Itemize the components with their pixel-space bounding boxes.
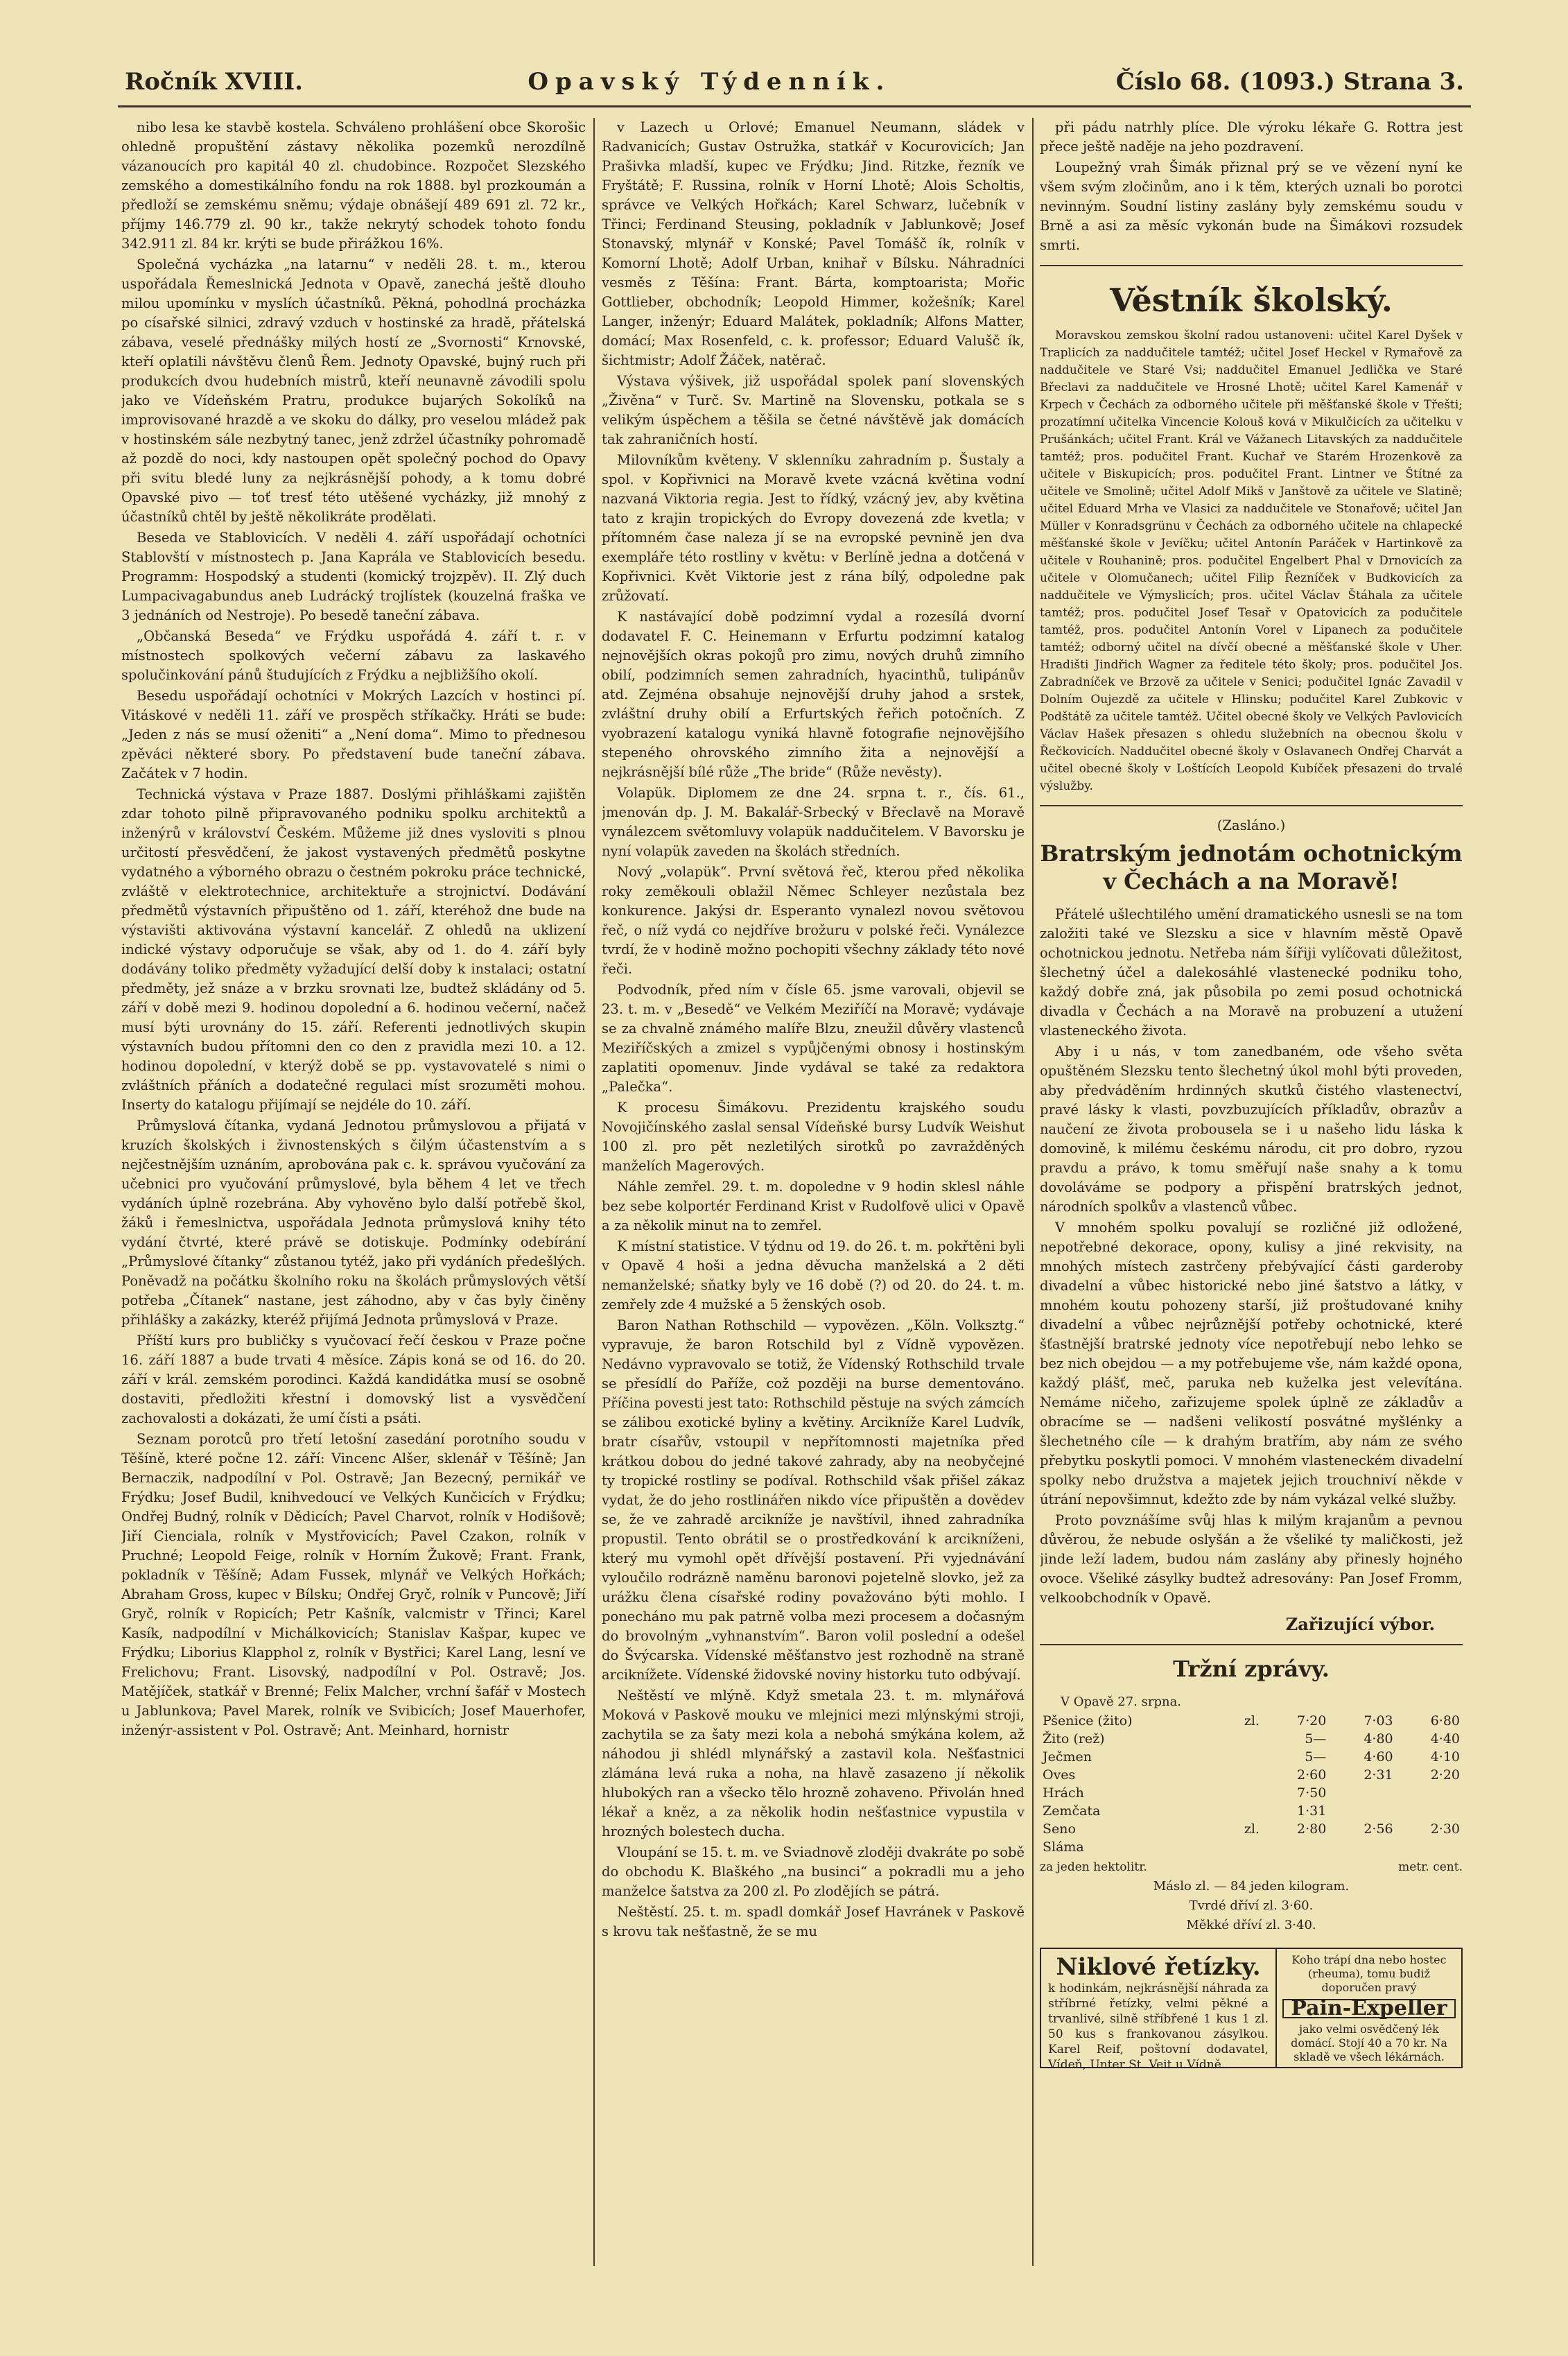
- paragraph: Průmyslová čítanka, vydaná Jednotou průmyslovou a přijatá v kruzích školských i živnostenských s čilým účastenstvím a s nejčestnějším uznáním, aprobována pak c. k. správou vyučování za učebnici pro vyučování průmyslové, byla během 4 let ve třech vydáních úplně rozebrána. Aby vyhověno bylo další potřebě škol, žáků i řemeslnictva, uspořádala Jednota průmyslová knihy této vydání čtvrté, které právě se dotiskuje. Podmínky odebírání „Průmyslové čítanky“ zůstanou tytéž, jako při vydáních předešlých. Poněvadž na počátku školního roku na školách průmyslových větší potřeba „Čítanek“ nastane, jest záhodno, aby v čas byly činěny přihlášky a zakázky, kteréž přijímá Jednota průmyslová v Praze.: [121, 1118, 586, 1328]
- paragraph: Volapük. Diplomem ze dne 24. srpna t. r., čís. 61., jmenován dp. J. M. Bakalář-Srbecký v Břeclavě na Moravě vynálezcem světomluvy volapük naddučitelem. V Bavorsku je nyní volapük zaveden na školách středních.: [602, 785, 1025, 859]
- column-3: [1040, 118, 1463, 2266]
- market-cell: [1329, 1838, 1395, 1856]
- paragraph: Neštěstí ve mlýně. Když smetala 23. t. m. mlynářová Moková v Paskově mouku ve mlejnici mezi mlýnskými stroji, zachytila se za šaty mezi kola a nebohá smýkána kolem, až náhodou ji shlédl mlynářský a zastavil kola. Nešťastnici zlámána levá ruka a noha, na hlavě zasazeno jí několik hlubokých ran a všecko tělo hrozně zohaveno. Přivolán hned lékař a kněz, a za několik hodin nešťastnice vypustila v hrozných bolestech ducha.: [602, 1688, 1025, 1839]
- market-cell: [1262, 1838, 1329, 1856]
- market-row: [1040, 1838, 1463, 1856]
- paragraph: Společná vycházka „na latarnu“ v neděli 28. t. m., kterou uspořádala Řemeslnická Jednota v Opavě, zanechá ještě dlouho milou upomínku v myslích účastníků. Pěkná, pohodlná procházka po císařské silnici, zdravý vzduch v hostinské za hradě, přátelská zábava, veselé přednášky milých hostí ze „Svornosti“ Krnovské, kteří oplatili návštěvu členů Řem. Jednoty Opavské, bujný ruch při produkcích dvou hudebních mistrů, kteří neunavně závodili spolu jako ve Vídeňském Pratru, produkce bujarých Sokolíků na improvisované hrazdě a ve skoku do dálky, pro veselou mládež pak v hostinském sále nezbytný tanec, jenž zdržel účastníky pohromadě až pozdě do noci, kdy nastoupen opět společný pochod do Opavy při svitu bledé luny za nejkrásnější pohody, a k tomu dobré Opavské pivo — toť tresť této utěšené vycházky, již mnohý z účastníků chtěl by ještě několikráte prodělati.: [121, 257, 586, 525]
- section-rule: [1040, 1644, 1463, 1645]
- paragraph: Besedu uspořádají ochotníci v Mokrých Lazcích v hostinci pí. Vitáskové v neděli 11. září ve prospěch stříkačky. Hráti se bude: „Jeden z nás se musí oženiti“ a „Není doma“. Mimo to přednesou zpěváci některé sbory. Po představení bude taneční zábava. Začátek v 7 hodin.: [121, 688, 586, 781]
- market-cell: 4·80: [1364, 1731, 1393, 1747]
- volume-label: Ročník XVIII.: [125, 68, 303, 96]
- market-cell: [1222, 1784, 1262, 1802]
- market-cell: 2·56: [1364, 1821, 1393, 1837]
- market-cell: 7·50: [1296, 1785, 1327, 1801]
- signature: Zařizující výbor.: [1285, 1614, 1435, 1634]
- market-cell: 5—: [1305, 1749, 1327, 1765]
- paragraph: Seznam porotců pro třetí letošní zasedání porotního soudu v Těšíně, které počne 12. září: Vincenc Alšer, sklenář v Těšíně; Jan Bernaczik, nadpodílní v Pol. Ostravě; Jan Bezecný, pernikář ve Frýdku; Josef Budil, knihvedoucí ve Velkých Kunčicích v Frýdku; Ondřej Budný, rolník v Dědicích; Pavel Charvot, rolník v Hodišově; Jiří Cienciala, rolník v Mystřovicích; Pavel Czakon, rolník v Pruchné; Leopold Feige, rolník v Horním Žukově; Frant. Frank, pokladník v Těšíně; Adam Fussek, mlynář ve Velkých Hořkách; Abraham Gross, kupec v Bílsku; Ondřej Gryč, rolník v Puncově; Jiří Gryč, rolník v Ropicích; Petr Kašník, valcmistr v Třinci; Karel Kasík, nadpodílní v Michálkovicích; Stanislav Kašpar, kupec ve Frýdku; Liborius Klapphol z, rolník v Bystřici; Karel Lang, lesní ve Frelichovu; Frant. Lisovský, nadpodílní v Pol. Ostravě; Jos. Matějíček, statkář v Brenné; Felix Malcher, vrchní šafář v Mostech u Jablunkova; Pavel Marek, rolník ve Svibicích; Josef Mauerhofer, inženýr-assistent v Pol. Ostravě; Ant. Meinhard, hornistr: [121, 1431, 586, 1738]
- market-row: [1040, 1802, 1463, 1820]
- paragraph: K nastávající době podzimní vydal a rozesílá dvorní dodavatel F. C. Heinemann v Erfurtu podzimní katalog nejnovějších okras pokojů pro zimu, nových druhů zimního obilí, podzimních semen zahradních, hyacinthů, tulipánův atd. Zejména obsahuje nejnovější druhy jahod a srstek, zvláštní druhy obilí a Erfurtských řeřich potočních. Z vyobrazení katalogu vyniká hlavně fotografie nejnovějšího stepeného ohrovského zimního žita a nejnovější a nejkrásnější bílé růže „The bride“ (Růže nevěsty).: [602, 609, 1025, 780]
- market-cell: 2·30: [1430, 1821, 1460, 1837]
- market-cell: zl.: [1244, 1713, 1260, 1729]
- paragraph: Výstava výšivek, již uspořádal spolek paní slovenských „Živěna“ v Turč. Sv. Martině na Slovensku, potkala se s velikým úspěchem a těšila se četné návštěvě jak domácích tak zahraničních hostí.: [602, 373, 1025, 447]
- market-date: V Opavě 27. srpna.: [1061, 1695, 1182, 1709]
- market-cell: Pšenice (žito): [1043, 1713, 1133, 1729]
- section-rule: [1040, 805, 1463, 806]
- ad-brand: Pain-Expeller: [1282, 1999, 1456, 2018]
- market-cell: [1396, 1802, 1463, 1820]
- paragraph: V mnohém spolku povalují se rozličné již odložené, nepotřebné dekorace, opony, kulisy a jiné rekvisity, na mnohých místech zastrčeny přebývající části garderoby divadelní a vůbec historické nebo jiné šatstvo a látky, v mnohém koutu pohozeny starší, již proštudované knihy divadelní a vůbec nejrůznější potřeby ochotnické, které šťastnější bratrské jednoty více nepotřebují nebo lehko se bez nich obejdou — a my potřebujeme vše, nám každé opona, každý plášť, meč, paruka neb kuželka jest velevítána. Nemáme ničeho, zařizujeme spolek úplně ze základův a obracíme se — nadšeni velikostí posvátné myšlénky a šlechetného cíle — k drahým bratřím, aby nám ze svého přebytku poskytli pomoci. V mnohém vlasteneckém divadelní spolky nebo družstva a majetek jejich trouchniví někde v útrání nepovšimnut, kdežto zde by nám vykázal velké služby.: [1040, 1220, 1463, 1507]
- paragraph: Neštěstí. 25. t. m. spadl domkář Josef Havránek v Paskově s krovu tak nešťastně, že se mu: [602, 1904, 1025, 1939]
- ad-text: jako velmi osvědčený lék domácí. Stojí 40 a 70 kr. Na skladě ve všech lékárnách.: [1291, 2022, 1447, 2063]
- paragraph: nibo lesa ke stavbě kostela. Schváleno prohlášení obce Skorošic ohledně propuštění zástavy několika pozemků nerozdílně vázanoucích pro kapitál 40 zl. chudobince. Rozpočet Slezského zemského a domestikálního fondu na rok 1888. byl prozkoumán a předloží se zemskému sněmu; výdaje obnášejí 489 691 zl. 72 kr., příjmy 146.779 zl. 90 kr., takže nekrytý schodek tohoto fondu 342.911 zl. 84 kr. krýti se bude přirážkou 16%.: [121, 119, 586, 252]
- market-cell: Oves: [1043, 1767, 1076, 1783]
- market-cell: 7·03: [1364, 1713, 1393, 1729]
- market-cell: 4·60: [1364, 1749, 1393, 1765]
- market-cell: [1396, 1784, 1463, 1802]
- market-row: [1040, 1784, 1463, 1802]
- market-cell: Sláma: [1043, 1839, 1084, 1855]
- market-cell: Žito (rež): [1043, 1731, 1105, 1747]
- ad-text: Koho trápí dna nebo hostec (rheuma), tomu budiž doporučen pravý: [1291, 1953, 1447, 1994]
- market-cell: Hrách: [1043, 1785, 1084, 1801]
- paragraph: Vloupání se 15. t. m. ve Sviadnově zloději dvakráte po sobě do obchodu K. Blaškého „na businci“ a pokradli mu a jeho manželce šatstva za 200 zl. Po zlodějích se pátrá.: [602, 1844, 1025, 1899]
- market-cell: Seno: [1043, 1821, 1076, 1837]
- column-1: [121, 118, 586, 2266]
- ad-title: Niklové řetízky.: [1056, 1953, 1261, 1981]
- paragraph: K místní statistice. V týdnu od 19. do 26. t. m. pokřtěni byli v Opavě 4 hoši a jedna děvucha manželská a 2 děti nemanželské; sňatky byly ve 16 době (?) od 20. do 24. t. m. zemřely zde 4 mužské a 5 ženských osob.: [602, 1238, 1025, 1313]
- header-rule: [118, 105, 1471, 107]
- market-row: [1040, 1820, 1463, 1838]
- paragraph: Přátelé ušlechtilého umění dramatického usnesli se na tom založiti také ve Slezsku a sice v hlavním městě Opavě ochotnickou jednotu. Netřeba nám šířiji vylíčovati důležitost, šlechetný účel a dalekosáhlé vlastenecké podniku toho, každý dobře zná, jak působila po zemi posud ochotnická divadla v Čechách a na Moravě na probuzení a utužení vlasteneckého života.: [1040, 906, 1463, 1039]
- market-cell: [1222, 1838, 1262, 1856]
- issue-label: Číslo 68. (1093.) Strana 3.: [1115, 68, 1464, 96]
- market-cell: [1222, 1802, 1262, 1820]
- zaslano-heading: Bratrským jednotám ochotnickým v Čechách a na Moravě!: [1040, 840, 1463, 894]
- zaslano-label: (Zasláno.): [1217, 817, 1286, 833]
- market-cell: [1222, 1766, 1262, 1784]
- ad-text: k hodinkám, nejkrásnější náhrada za stříbrné řetízky, velmi pěkné a trvanlivé, silně stříbřené 1 kus 1 zl. 50 kus s frankovanou zásylkou. Karel Reif, poštovní dodavatel, Vídeň, Unter St. Veit u Vídně.: [1048, 1982, 1269, 2072]
- market-cell: [1222, 1730, 1262, 1748]
- paragraph: Náhle zemřel. 29. t. m. dopoledne v 9 hodin sklesl náhle bez sebe kolportér Ferdinand Krist v Rudolfově ulici v Opavě a za několik minut na to zemřel.: [602, 1179, 1025, 1233]
- ad-pain-expeller: [1277, 1949, 1461, 2067]
- newspaper-title: Opavský Týdenník.: [528, 68, 891, 96]
- market-cell: 7·20: [1296, 1713, 1327, 1729]
- market-cell: Zemčata: [1043, 1803, 1101, 1819]
- market-row: [1040, 1730, 1463, 1748]
- market-note-grain: za jeden hektolitr.: [1040, 1860, 1147, 1874]
- ad-nickel-chains: [1041, 1949, 1277, 2072]
- paragraph: Loupežný vrah Šimák přiznal prý se ve vězení nyní ke všem svým zločinům, ano i k těm, kterých uznali bo porotci nevinným. Soudní listiny zaslány byly zemskému soudu v Brně a asi za měsíc vykonán bude na Šimákovi rozsudek smrti.: [1040, 159, 1463, 253]
- market-cell: 2·31: [1364, 1767, 1393, 1783]
- market-extra: Měkké dříví zl. 3·40.: [1186, 1918, 1316, 1932]
- market-cell: [1329, 1784, 1395, 1802]
- market-cell: 2·80: [1296, 1821, 1327, 1837]
- market-row: [1040, 1748, 1463, 1766]
- paragraph: Technická výstava v Praze 1887. Doslými přihláškami zajištěn zdar tohoto pilně připravovaného podniku spolku architektů a inženýrů v království Českém. Můžeme již dnes vysloviti s plnou určitostí přesvědčení, že jakost vystavených předmětů poskytne vydatného a výborného obrazu o čestném pokroku práce technické, zvláště v elektrotechnice, architektuře a strojnictví. Dodávání předmětů výstavních připuštěno od 1. září, kteréhož dne bude na výstavišti aktivována výstavní kancelář. Z ohledů na uklizení indické výstavy odporučuje se však, aby od 1. do 4. září byly dodávány toliko předměty vyžadující delší doby k instalaci; ostatní předměty, jež snáze a v brzku srovnati lze, budtež skládány od 5. září v době mezi 9. hodinou dopolední a 6. hodinou večerní, načež musí býti urovnány do 15. září. Referenti jednotlivých skupin výstavních budou přítomni den co den z pravidla mezi 10. a 12. hodinou dopolední, v kterýž době se pp. vystavovatelé s nimi o zvláštních přáních a dodatečné regulaci míst srozuměti mohou. Inserty do katalogu přijímají se nejdéle do 10. září.: [121, 786, 586, 1113]
- market-cell: 5—: [1305, 1731, 1327, 1747]
- market-notes: [1040, 1857, 1463, 1877]
- page-header: [125, 61, 1464, 103]
- paragraph: při pádu natrhly plíce. Dle výroku lékaře G. Rottra jest přece ještě naděje na jeho pozdravení.: [1040, 119, 1463, 155]
- market-price-table: [1040, 1712, 1463, 1856]
- paragraph: v Lazech u Orlové; Emanuel Neumann, sládek v Radvanicích; Gustav Ostružka, statkář v Kocurovicích; Jan Prašivka mladší, kupec ve Frýdku; Jind. Ritzke, řezník ve Fryštátě; F. Russina, rolník v Horní Lhotě; Alois Scholtis, správce ve Velkých Hořkách; Karel Schwarz, lučebník v Třinci; Ferdinand Steusing, pokladník v Jablunkově; Josef Stonavský, mlynář v Konské; Pavel Tomášč ík, rolník v Komorní Lhotě; Adolf Urban, knihař v Bílsku. Náhradníci vesměs z Těšína: Frant. Bárta, komptoarista; Mořic Gottlieber, obchodník; Leopold Himmer, kožešník; Karel Langer, inženýr; Eduard Malátek, pokladník; Alfons Matter, domácí; Max Rosenfeld, c. k. professor; Eduard Valušč ík, šichtmistr; Adolf Žáček, natěrač.: [602, 119, 1025, 368]
- market-cell: zl.: [1244, 1821, 1260, 1837]
- advertisements: [1040, 1948, 1463, 2072]
- paragraph: Podvodník, před ním v čísle 65. jsme varovali, objevil se 23. t. m. v „Besedě“ ve Velkém Meziříčí na Moravě; vydávaje se za chvalně známého malíře Blzu, zneužil důvěry vlastenců Meziříčských a zmizel s vypůjčenými obnosy i hostinským zaplatiti opomenuv. Jinde vydával se také za redaktora „Palečka“.: [602, 982, 1025, 1095]
- market-cell: Ječmen: [1043, 1749, 1092, 1765]
- paragraph: Proto povznášíme svůj hlas k milým krajanům a pevnou důvěrou, že nebude oslyšán a že všeliké ty maličkosti, jež jinde leží ladem, budou nám zaslány aby přinesly hojného ovoce. Všeliké zásylky budtež adresovány: Pan Josef Fromm, velkoobchodník v Opavě.: [1040, 1512, 1463, 1606]
- paragraph: Baron Nathan Rothschild — vypovězen. „Köln. Volksztg.“ vypravuje, že baron Rotschild byl z Vídně vypovězen. Nedávno vypravovalo se totiž, že Vídenský Rothschild trvale se přesídlí do Paříže, což později na burse dementováno. Příčina povesti jest tato: Rothschild pěstuje na svých zámcích se zálibou exotické byliny a květiny. Arcikníže Karel Ludvík, bratr císařův, vstoupil v nepřítomnosti majetníka před krátkou dobou do jedné takové zahrady, aby na neobyčejné ty tropické rostliny se podíval. Rothschild však přišel zákaz vydat, že do jeho rostlinářen nikdo více připuštěn a dovědev se, že ve zahradě arcikníže je navštívil, ihned zahradníka propustil. Tento obrátil se o prostředkování k arcikníženi, který mu vymohl opět dřívější postavení. Při vyjednávání vyloučilo rodrázně naměnu baronovi pojetelně slovko, jež za urážku člena císařské rodiny považováno býti mohlo. I ponecháno mu pak patrně volba mezi procesem a dočasným do brovolným „vyhnanstvím“. Baron volil poslední a odešel do Švýcarska. Vídenské měšťanstvo jest rozhodně na straně arciknížete. Vídenské židovské noviny historku tuto odbývají.: [602, 1317, 1025, 1683]
- market-cell: [1396, 1838, 1463, 1856]
- market-cell: 2·20: [1430, 1767, 1460, 1783]
- paragraph: „Občanská Beseda“ ve Frýdku uspořádá 4. září t. r. v místnostech spolkových večerní zábavu za laskavého spolučinkování pánů študujících z Frýdku a nejbližšího okolí.: [121, 628, 586, 683]
- column-divider: [593, 118, 595, 2266]
- paragraph: Příští kurs pro bubličky s vyučovací řečí českou v Praze počne 16. září 1887 a bude trvati 4 měsíce. Zápis koná se od 16. do 20. září v král. zemském porodinci. Každá kandidátka musí se osobně dostaviti, předložiti křestní i domovský list a vysvědčení zachovalosti a dokázati, že umí čísti a psáti.: [121, 1333, 586, 1426]
- column-divider: [1032, 118, 1034, 2266]
- school-news-heading: Věstník školský.: [1110, 281, 1393, 319]
- paragraph: Beseda ve Stablovicích. V neděli 4. září uspořádají ochotníci Stablovští v místnostech p. Jana Kaprála ve Stablovicích besedu. Programm: Hospodský a studenti (komický trojzpěv). II. Zlý duch Lumpacivagabundus aneb Ludrácký trojlístek (kouzelná fraška ve 3 jednáních od Nestroje). Po besedě taneční zábava.: [121, 530, 586, 623]
- market-cell: 4·40: [1430, 1731, 1460, 1747]
- market-cell: [1329, 1802, 1395, 1820]
- market-cell: [1222, 1748, 1262, 1766]
- market-heading: Tržní zprávy.: [1173, 1656, 1330, 1682]
- school-news-text: Moravskou zemskou školní radou ustanoveni: učitel Karel Dyšek v Traplicích za naddučitele tamtéž; učitel Josef Heckel v Rymařově za naddučitele ve Staré Vsi; naddučitel Emanuel Jedlička ve Staré Břeclavi za naddučitele ve Hrosné Lhotě; učitel Karel Kamenář v Krpech v Čechách za odborného učitele při měšťanské škole v Třešti; prozatímní učitelka Vincencie Kolouš ková v Mikulčicích za učitelku v Prušánkách; učitel Frant. Král ve Vážanech Litavských za naddučitele tamtéž; pros. podučitel Frant. Kuchař ve Starém Hrozenkově za učitele v Biskupicích; pros. podučitel Frant. Lintner ve Štítné za učitele ve Smolině; učitel Adolf Mikš v Janštově za učitele ve Slatině; učitel Eduard Mrha ve Vlasici za naddučitele ve Stonařově; učitel Jan Müller v Konradsgrünu v Čechách za odborného učitele na chlapecké měšťanské škole v Jevíčku; učitel Antonín Paráček v Hartinkově za učitele v Rouhanině; pros. podučitel Engelbert Phal v Drnovicích za učitele v Olomučanech; učitel Filip Řezníček v Budkovicích za naddučitele ve Výmyslicích; pros. učitel Václav Štáhala za učitele tamtéž; pros. podučitel Josef Tesař v Opatovicích za podučitele tamtéž, pros. podučitel Antonín Vorel v Lipanech za podučitele tamtéž; odborný učitel na dívčí obecné a měšťanské škole v Uher. Hradišti Jindřich Wagner za ředitele této školy; pros. podučitel Jos. Zabradníček ve Brzově za učitele v Senici; podučitel Ignác Zavadil v Dolním Oujezdě za učitele v Hlinsku; podučitel Karel Zubkovic v Podštátě za učitele tamtéž. Učitel obecné školy ve Velkých Pavlovicích Václav Hašek přesazen s ohledu služebních na obecnou školu v Řečkovicích. Naddučitel obecné školy v Oslavanech Ondřej Charvát a učitel obecné školy v Loštících Leopold Kubíček přesazeni do trvalé výslužby.: [1040, 329, 1463, 793]
- paragraph: Aby i u nás, v tom zanedbaném, ode všeho světa opuštěném Slezsku tento šlechetný úkol mohl býti proveden, aby předváděním hrdinných skutků čistého vlastenectví, pravé lásky k vlasti, povzbuzujících příkladův, obrazův a naučení ze života probousela se i u našeho lidu láska k domovině, k milému českému národu, cit pro dobro, ryzou pravdu a právo, k tomu směřují naše snahy a k tomu dovoláváme se podpory a přispění bratrských jednot, národních spolkův a vlastenců vůbec.: [1040, 1043, 1463, 1215]
- market-cell: 2·60: [1296, 1767, 1327, 1783]
- market-row: [1040, 1766, 1463, 1784]
- paragraph: K procesu Šimákovu. Prezidentu krajského soudu Novojičínského zaslal sensal Vídeňské bursy Ludvík Weishut 100 zl. pro pět nezletilých sirotků po zavražděných manželích Magerových.: [602, 1100, 1025, 1174]
- section-rule: [1040, 265, 1463, 266]
- market-row: [1040, 1712, 1463, 1730]
- market-cell: 6·80: [1430, 1713, 1460, 1729]
- market-cell: 1·31: [1296, 1803, 1327, 1819]
- column-2: [602, 118, 1025, 2266]
- market-extra: Máslo zl. — 84 jeden kilogram.: [1153, 1879, 1350, 1894]
- paragraph: Milovníkům květeny. V sklenníku zahradním p. Šustaly a spol. v Kopřivnici na Moravě kvete vzácná květina vodní nazvaná Viktoria regia. Jest to řídký, vzácný jev, aby květina tato z krajin tropických do Evropy dovezená zde kvetla; v přítomném čase naleza jí se na evropské pevnině jen dva exempláře této rostliny v květu: v Berlíně jedna a dotčená v Kopřivnici. Květ Viktorie jest z rána bílý, odpoledne pak zrůžovatí.: [602, 452, 1025, 604]
- paragraph: Nový „volapük“. První světová řeč, kterou před několika roky zeměkouli oblažil Němec Schleyer nezůstala bez konkurence. Jakýsi dr. Esperanto vynalezl novou světovou řeč, o níž vydá co nejdříve brožuru v polské řeči. Vynálezce tvrdí, že v hodině možno pochopiti všechny základy této nové řeči.: [602, 864, 1025, 977]
- market-extra: Tvrdé dříví zl. 3·60.: [1189, 1898, 1314, 1913]
- market-cell: 4·10: [1430, 1749, 1460, 1765]
- market-note-hay: metr. cent.: [1398, 1860, 1463, 1874]
